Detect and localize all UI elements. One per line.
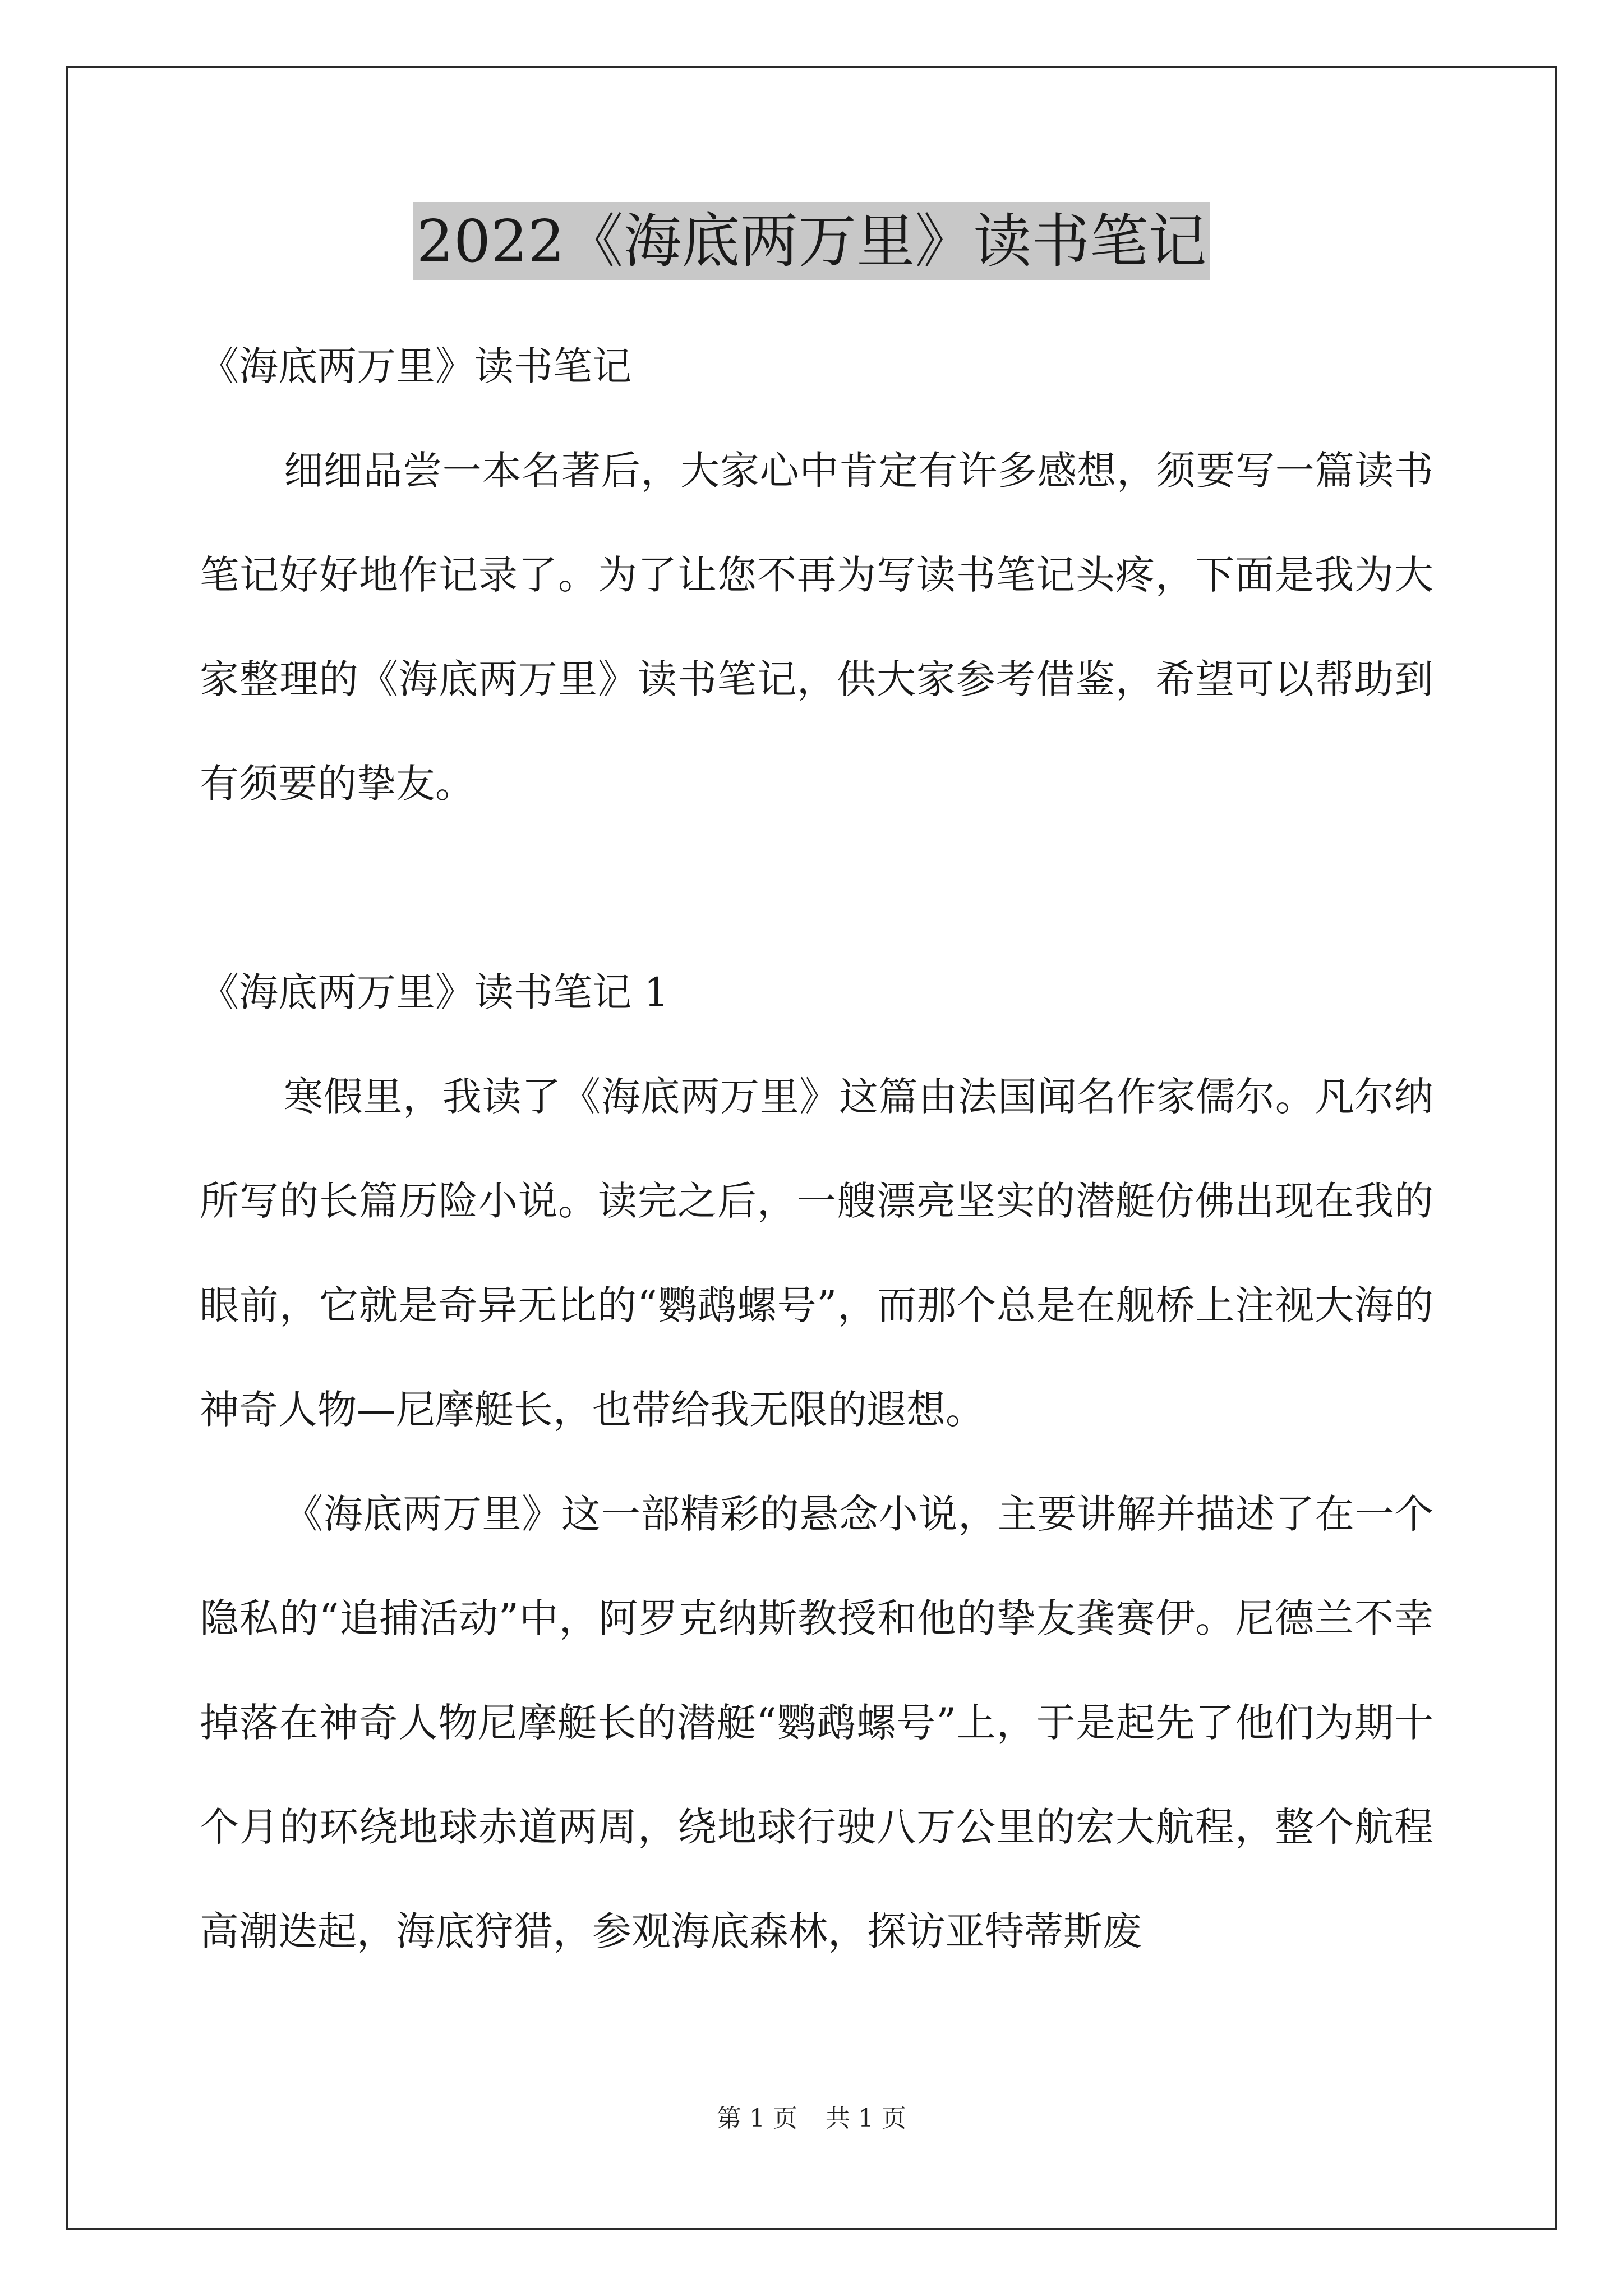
page-footer: [0, 2098, 1623, 2134]
intro-paragraph: 细细品尝一本名著后，大家心中肯定有许多感想，须要写一篇读书笔记好好地作记录了。为了让您不再为写读书笔记头疼，下面是我为大家整理的《海底两万里》读书笔记，供大家参考借鉴，希望可以帮助到有须要的挚友。: [200, 448, 1433, 807]
body-paragraph-1: 寒假里，我读了《海底两万里》这篇由法国闻名作家儒尔。凡尔纳所写的长篇历险小说。读完之后，一艘漂亮坚实的潜艇仿佛出现在我的眼前，它就是奇异无比的“鹦鹉螺号”，而那个总是在舰桥上注视大海的神奇人物—尼摩艇长，也带给我无限的遐想。: [200, 1074, 1433, 1433]
document-body: [200, 314, 1433, 1984]
page-number: 第 1 页: [717, 2104, 797, 2133]
page-total: 共 1 页: [826, 2104, 906, 2133]
document-title: [0, 202, 1623, 280]
intro-heading: 《海底两万里》读书笔记: [200, 343, 631, 389]
document-title-text: 2022《海底两万里》读书笔记: [413, 202, 1210, 280]
section-spacer: [200, 836, 1433, 940]
body-paragraph-2: 《海底两万里》这一部精彩的悬念小说，主要讲解并描述了在一个隐私的“追捕活动”中，阿罗克纳斯教授和他的挚友龚赛伊。尼德兰不幸掉落在神奇人物尼摩艇长的潜艇“鹦鹉螺号”上，于是起先了他们为期十个月的环绕地球赤道两周，绕地球行驶八万公里的宏大航程，整个航程高潮迭起，海底狩猎，参观海底森林，探访亚特蒂斯废: [200, 1491, 1433, 1954]
section-heading: 《海底两万里》读书笔记 1: [200, 969, 669, 1015]
